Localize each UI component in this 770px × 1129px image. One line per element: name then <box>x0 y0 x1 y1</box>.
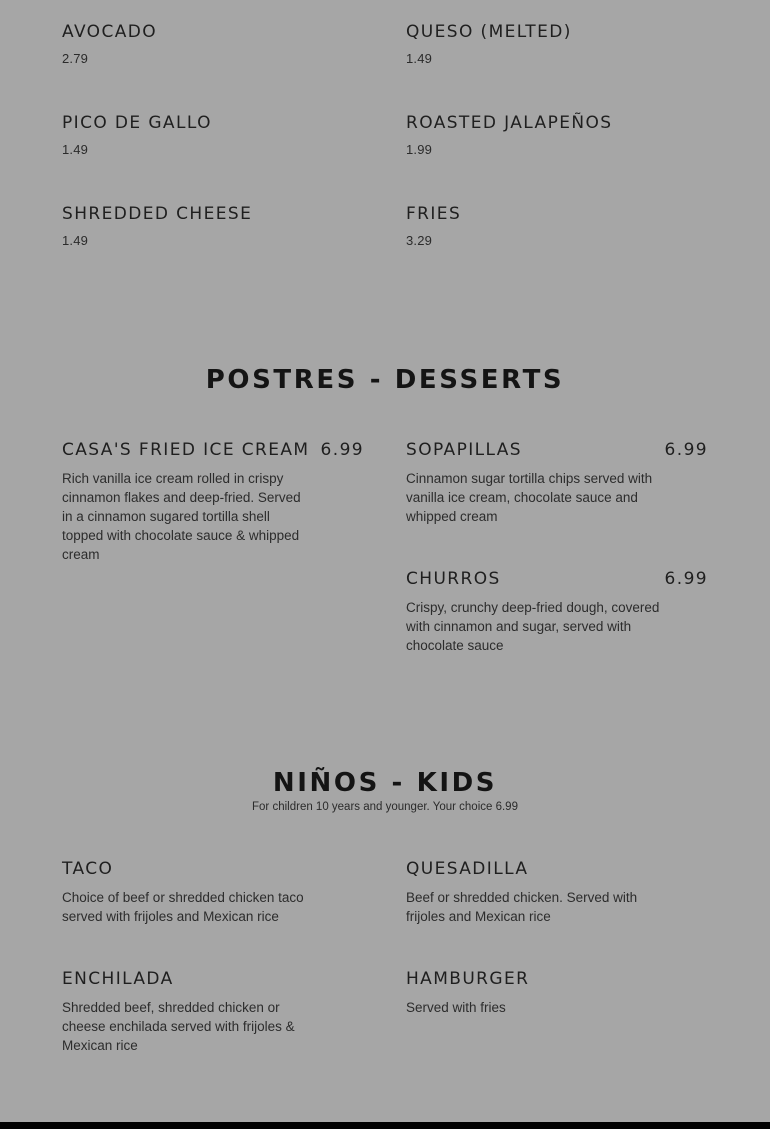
section-subtitle-kids: For children 10 years and younger. Your choice 6.99 <box>252 801 518 813</box>
item-name: CASA'S FRIED ICE CREAM <box>62 440 310 460</box>
footer-bar <box>0 1122 770 1129</box>
menu-item-roasted-jalapenos <box>406 113 612 157</box>
item-description: Crispy, crunchy deep-fried dough, covered with cinnamon and sugar, served with chocolate sauce <box>406 600 660 653</box>
section-title-desserts: POSTRES - DESSERTS <box>205 365 565 395</box>
item-name: ENCHILADA <box>62 969 174 989</box>
item-price: 3.29 <box>406 233 433 248</box>
item-name: CHURROS <box>406 569 501 589</box>
item-name: SHREDDED CHEESE <box>62 204 253 224</box>
item-price: 6.99 <box>664 569 708 589</box>
menu-item-fried-ice-cream <box>62 440 364 564</box>
item-name: FRIES <box>406 204 462 224</box>
item-name: QUESO (MELTED) <box>406 22 572 42</box>
item-description: Beef or shredded chicken. Served with frijoles and Mexican rice <box>406 890 638 924</box>
item-name: AVOCADO <box>62 22 158 42</box>
menu-item-queso <box>406 22 572 66</box>
item-price: 1.49 <box>62 233 89 248</box>
item-name: TACO <box>62 859 114 879</box>
item-name: SOPAPILLAS <box>406 440 522 460</box>
menu-item-hamburger <box>406 969 668 1017</box>
menu-item-pico-de-gallo <box>62 113 212 157</box>
menu-item-taco <box>62 859 324 926</box>
item-price: 1.49 <box>406 51 433 66</box>
menu-item-shredded-cheese <box>62 204 252 248</box>
item-name: ROASTED JALAPEÑOS <box>406 113 613 133</box>
item-name: PICO DE GALLO <box>62 113 212 133</box>
menu-item-avocado <box>62 22 157 66</box>
item-description: Choice of beef or shredded chicken taco served with frijoles and Mexican rice <box>62 890 304 924</box>
item-price: 6.99 <box>320 440 364 460</box>
menu-item-quesadilla <box>406 859 668 926</box>
menu-item-sopapillas <box>406 440 708 526</box>
item-price: 1.49 <box>62 142 89 157</box>
item-name: QUESADILLA <box>406 859 529 879</box>
item-description: Shredded beef, shredded chicken or cheese enchilada served with frijoles & Mexican rice <box>62 1000 295 1053</box>
menu-item-churros <box>406 569 708 655</box>
menu-item-enchilada <box>62 969 317 1055</box>
item-price: 6.99 <box>664 440 708 460</box>
section-title-kids: NIÑOS - KIDS <box>272 768 498 798</box>
item-name: HAMBURGER <box>406 969 530 989</box>
item-description: Rich vanilla ice cream rolled in crispy cinnamon flakes and deep-fried. Served in a cinnamon sugared tortilla shell topped with chocolate sauce & whipped cream <box>62 471 301 562</box>
item-description: Served with fries <box>406 1000 506 1015</box>
item-price: 1.99 <box>406 142 433 157</box>
item-price: 2.79 <box>62 51 89 66</box>
menu-item-fries <box>406 204 461 248</box>
item-description: Cinnamon sugar tortilla chips served with vanilla ice cream, chocolate sauce and whipped cream <box>406 471 653 524</box>
